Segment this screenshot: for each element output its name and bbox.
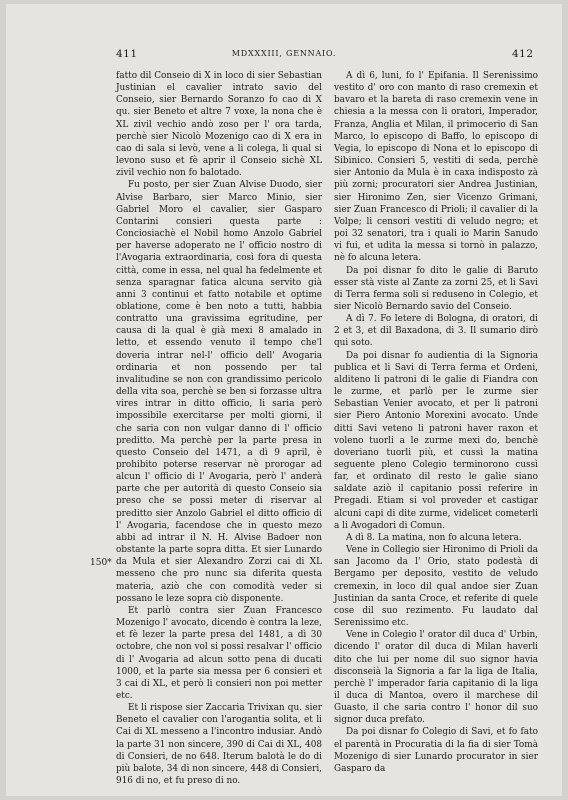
left-paragraph-2: Fu posto, per sier Zuan Alvise Duodo, sier Alvise Barbaro, sier Marco Minio, sier Gabriel Moro el cavalier, sier Gasparo Contarini consieri questa parte : Conciosiachè el Nobil homo Anzolo Gabriel per haverse adoperato ne l' officio nostro di l'Avogaria extraordinaria, così fora di questa città, come in essa, nel qual ha fedelmente et senza sparagnar fatica alcuna servito già anni 3 continui et fatto notabile et optime oblatione, come è ben noto a tutti, habbia contratto una gravissima egritudine, per causa di la qual è già mexi 8 amalado in letto, et essendo venuto il tempo che'l doveria intrar nel-l' officio dell' Avogaria ordinaria et non possendo per tal invalitudine se non con grandissimo pericolo della vita soa, perchè se ben si forzasse ultra vires intrar in ditto officio, li saria però impossibile exercitarse per molti giorni, il che saria con non vulgar danno di l' officio preditto. Ma perchè per la parte presa in questo Conseio del 1471, a dì 9 april, è prohibito poterse reservar nè prorogar ad alcun l' officio di l' Avogaria, però l' anderà parte che per autorità di questo Conseio sia preso che se possi meter di riservar al preditto sier Anzolo Gabriel el ditto officio di l' Avogaria, facendose che in questo mezo abbi ad intrar il N. H. Alvise Badoer non obstante la parte sopra ditta. Et sier Lunardo da Mula et sier Alexandro Zorzi cai di XL messeno che pro nunc sia diferita questa materia, aziò che con comodità veder si possano le leze sopra ciò disponente. bbox=[116, 180, 322, 604]
right-paragraph-1: A dì 6, luni, fo l' Epifania. Il Serenissimo vestito d' oro con manto di raso cremexin et bavaro et la bareta di raso cremexin vene in chiesia a la messa con li oratori, Imperador, Franza, Anglia et Milan, il primocerio di San Marco, lo episcopo di Baffo, lo episcopo di Vegia, lo episcopo di Nona et lo episcopo di Sibinico. Consieri 5, vestiti di seda, perchè sier Antonio da Mula è in caxa indisposto zà più zorni; procuratori sier Andrea Justinian, sier Hironimo Zen, sier Vicenzo Grimani, sier Zuan Francesco di Prioli; il cavalier di la Volpe; li censori vestiti di veludo negro; et poi 32 senatori, tra i quali io Marin Sanudo vi fui, et udita la messa si tornò in palazzo, nè fo alcuna letera. bbox=[334, 71, 538, 264]
left-paragraph-3: Et parlò contra sier Zuan Francesco Mozenigo l' avocato, dicendo è contra la leze, et fè lezer la parte presa del 1481, a dì 30 octobre, che non vol si possi resalvar l' officio di l' Avogaria ad alcun sotto pena di ducati 1000, et la parte sia messa per 6 consieri et 3 cai di XL, et però li consieri non poi metter etc. bbox=[116, 605, 322, 701]
running-title: MDXXXIII, GENNAIO. bbox=[231, 49, 337, 58]
margin-folio-note: 150* bbox=[90, 558, 112, 568]
right-paragraph-4: Da poi disnar fo audientia di la Signoria publica et li Savi di Terra ferma et Ordeni, alditeno li patroni di le galie di Fiandra con le zurme, et parlò per le zurme sier Sebastian Venier avocato, et per li patroni sier Piero Antonio Morexini avocato. Unde ditti Savi veteno li patroni haver raxon et voleno tuorli a le zurme mexi do, benchè doveriano tuorli più, et cussì la matina seguente pleno Colegio terminorono cussì far, et ordinato dil resto le galie siano saldate aziò il capitanio possi referire in Pregadi. Etiam si vol proveder et castigar alcuni capi di dite zurme, videlicet cometerli a li Avogadori di Comun. bbox=[334, 350, 538, 531]
right-page-number: 412 bbox=[512, 48, 534, 60]
right-paragraph-8: Da poi disnar fo Colegio di Savi, et fo fato el parentà in Procuratia di la fia di sier Tomà Mozenigo di sier Lunardo procurator in sier Gasparo da bbox=[334, 727, 538, 774]
right-column bbox=[334, 70, 538, 775]
right-paragraph-7: Vene in Colegio l' orator dil duca d' Urbin, dicendo l' orator dil duca di Milan haverli dito che lui per nome dil suo signor havia disconseià la Signoria a far la liga de Italia, perchè l' imperador faria capitanio di la liga il duca di Mantoa, overo il marchese dil Guasto, il che saria contro l' honor dil suo signor duca prefato. bbox=[334, 630, 538, 726]
right-paragraph-2: Da poi disnar fo dito le galie di Baruto esser stà viste al Zante za zorni 25, et li Savi di Terra ferma soli si reduseno in Colegio, et sier Nicolò Bernardo savio del Conseio. bbox=[334, 265, 538, 312]
right-paragraph-6: Vene in Collegio sier Hironimo di Prioli da san Jacomo da l' Orio, stato podestà di Bergamo per deposito, vestito de veludo cremexin, in loco dil qual andoe sier Zuan Justinian da santa Croce, et referite di quele cose dil suo rezimento. Fu laudato dal Serenissimo etc. bbox=[334, 545, 538, 629]
right-paragraph-5: A dì 8. La matina, non fo alcuna letera. bbox=[346, 532, 522, 543]
right-paragraph-3: A dì 7. Fo letere di Bologna, di oratori, di 2 et 3, et dil Baxadona, di 3. Il sumario dirò qui soto. bbox=[334, 314, 538, 349]
book-page bbox=[6, 4, 562, 796]
page-header bbox=[6, 48, 562, 64]
left-column bbox=[116, 70, 322, 787]
left-page-number: 411 bbox=[116, 48, 138, 60]
left-paragraph-4: Et li rispose sier Zaccaria Trivixan qu. sier Beneto el cavalier con l'arogantia solita, et li Cai di XL messeno a l'incontro indusiar. Andò la parte 31 non sincere, 390 di Cai di XL, 408 di Consieri, de no 648. Iterum balotà le do di più balote, 34 di non sincere, 448 di Consieri, 916 di no, et fu preso di no. bbox=[116, 703, 322, 787]
left-paragraph-1: fatto dil Conseio di X in loco di sier Sebastian Justinian el cavalier intrato savio del Conseio, sier Bernardo Soranzo fo cao di X qu. sier Beneto et altre 7 voxe, la nona che è XL zivil vechio andò zoso per l' ora tarda, perchè sier Nicolò Mozenigo cao di X era in cao di sala si levò, vene a li colega, li qual si levono suso et fè aprir il Conseio sichè XL zivil vechio non fo balotado. bbox=[116, 71, 322, 179]
